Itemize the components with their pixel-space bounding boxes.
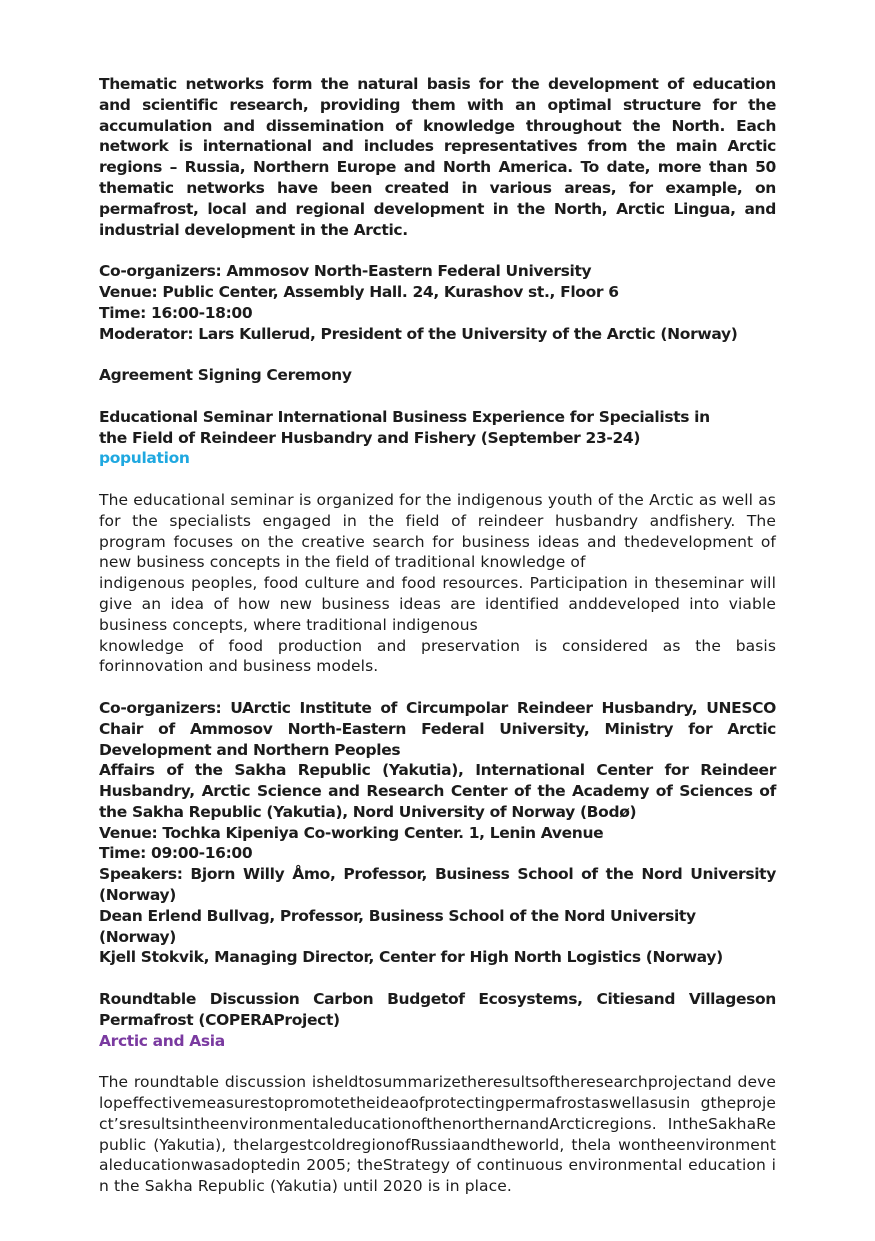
seminar-coorganizers-1: Co-organizers: UArctic Institute of Circumpolar Reindeer Husbandry, UNESCO Chair of Ammosov North-Eastern Federal University, Ministry for Arctic Development and Northern Peoples [99, 698, 776, 759]
seminar-speakers: Speakers: Bjorn Willy Åmo, Professor, Business School of the Nord University (Norway) [99, 865, 776, 905]
roundtable-title: Roundtable Discussion Carbon Budgetof Ecosystems, Citiesand Villageson Permafrost (COPERAProject) [99, 990, 776, 1029]
roundtable-description: The roundtable discussion isheldtosummarizetheresultsoftheresearchprojectand developeffectivemeasurestopromotetheideaofprotectingpermafrostaswellasusin gtheproject’sresultsintheenvironmentaleducationofthenorthernandArcticregions. IntheSakhaRepublic (Yakutia), thelargestcoldregionofRussiaandtheworld, thela wontheenvironmentaleducationwasadoptedin 2005; theStrategy of continuous environmental education in the Sakha Republic (Yakutia) until 2020 is in place. [99, 1073, 776, 1196]
seminar-title-line2: the Field of Reindeer Husbandry and Fishery (September 23-24) [99, 428, 641, 447]
seminar-speaker-2: Dean Erlend Bullvag, Professor, Business School of the Nord University (Norway) [99, 906, 696, 946]
seminar-description-3: knowledge of food production and preservation is considered as the basis forinnovation and business models. [99, 636, 776, 676]
thematic-networks-paragraph: Thematic networks form the natural basis for the development of education and scientific research, providing them with an optimal structure for the accumulation and dissemination of knowledge throughout the North. Each network is international and includes representatives from the main Arctic regions – Russia, Northern Europe and North America. To date, more than 50 thematic networks have been created in various areas, for example, on permafrost, local and regional development in the North, Arctic Lingua, and industrial development in the Arctic. [99, 75, 776, 239]
seminar-speaker-3: Kjell Stokvik, Managing Director, Center for High North Logistics (Norway) [99, 948, 723, 967]
seminar-time: Time: 09:00-16:00 [99, 844, 253, 863]
event1-moderator: Moderator: Lars Kullerud, President of the University of the Arctic (Norway) [99, 324, 738, 343]
seminar-venue: Venue: Tochka Kipeniya Co-working Center. 1, Lenin Avenue [99, 823, 604, 842]
seminar-title-line1: Educational Seminar International Business Experience for Specialists in [99, 407, 710, 426]
agreement-ceremony-heading: Agreement Signing Ceremony [99, 366, 352, 385]
event1-time: Time: 16:00-18:00 [99, 303, 253, 322]
event1-coorganizers: Co-organizers: Ammosov North-Eastern Federal University [99, 262, 592, 281]
event1-venue: Venue: Public Center, Assembly Hall. 24, Kurashov st., Floor 6 [99, 282, 619, 301]
seminar-tag: population [99, 449, 190, 468]
seminar-description-1: The educational seminar is organized for the indigenous youth of the Arctic as well as for the specialists engaged in the field of reindeer husbandry andfishery. The program focuses on the creative search for business ideas and thedevelopment of new business concepts in the field of traditional knowledge of [99, 490, 776, 572]
seminar-description-2: indigenous peoples, food culture and food resources. Participation in theseminar will give an idea of how new business ideas are identified anddeveloped into viable business concepts, where traditional indigenous [99, 574, 776, 634]
page-content [99, 74, 776, 1197]
roundtable-tag: Arctic and Asia [99, 1031, 225, 1050]
seminar-coorganizers-2: Affairs of the Sakha Republic (Yakutia), International Center for Reindeer Husbandry, Arctic Science and Research Center of the Academy of Sciences of the Sakha Republic (Yakutia), Nord University of Norway (Bodø) [99, 761, 776, 821]
